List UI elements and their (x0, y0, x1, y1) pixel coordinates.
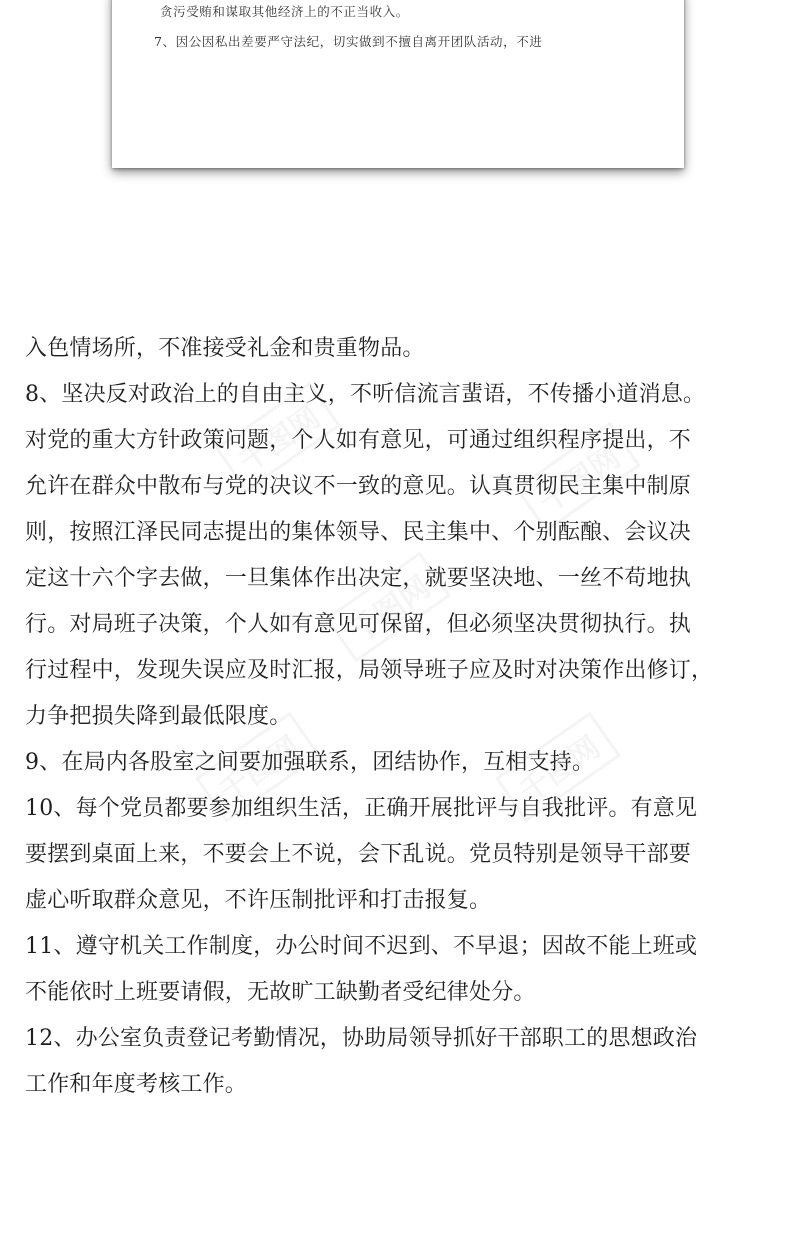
text-line: 10、每个党员都要参加组织生活，正确开展批评与自我批评。有意见 (25, 796, 698, 821)
text-line: 允许在群众中散布与党的决议不一致的意见。认真贯彻民主集中制原 (25, 474, 692, 499)
preview-line-text: 7、因公因私出差要严守法纪，切实做到不擅自离开团队活动，不进 (154, 34, 543, 49)
text-line: 12、办公室负责登记考勤情况，协助局领导抓好干部职工的思想政治 (25, 1026, 698, 1051)
text-line: 对党的重大方针政策问题，个人如有意见，可通过组织程序提出，不 (25, 428, 692, 453)
document-preview-card (112, 0, 684, 168)
text-line: 力争把损失降到最低限度。 (25, 704, 292, 729)
document-body (25, 326, 795, 1108)
text-line: 行过程中，发现失误应及时汇报，局领导班子应及时对决策作出修订， (25, 658, 714, 683)
text-line: 行。对局班子决策，个人如有意见可保留，但必须坚决贯彻执行。执 (25, 612, 692, 637)
text-line: 则，按照江泽民同志提出的集体领导、民主集中、个别酝酿、会议决 (25, 520, 692, 545)
text-line: 9、在局内各股室之间要加强联系，团结协作，互相支持。 (25, 750, 595, 775)
preview-line: 贪污受贿和谋取其他经济上的不正当收入。 (160, 4, 409, 19)
text-line: 定这十六个字去做，一旦集体作出决定，就要坚决地、一丝不苟地执 (25, 566, 692, 591)
text-line: 不能依时上班要请假，无故旷工缺勤者受纪律处分。 (25, 980, 536, 1005)
preview-line (154, 34, 543, 50)
text-line: 8、坚决反对政治上的自由主义，不听信流言蜚语，不传播小道消息。 (25, 382, 706, 407)
text-line: 入色情场所，不准接受礼金和贵重物品。 (25, 336, 425, 361)
text-line: 工作和年度考核工作。 (25, 1072, 248, 1097)
text-line: 虚心听取群众意见，不许压制批评和打击报复。 (25, 888, 492, 913)
text-line: 要摆到桌面上来，不要会上不说，会下乱说。党员特别是领导干部要 (25, 842, 692, 867)
text-line: 11、遵守机关工作制度，办公时间不迟到、不早退；因故不能上班或 (25, 934, 698, 959)
